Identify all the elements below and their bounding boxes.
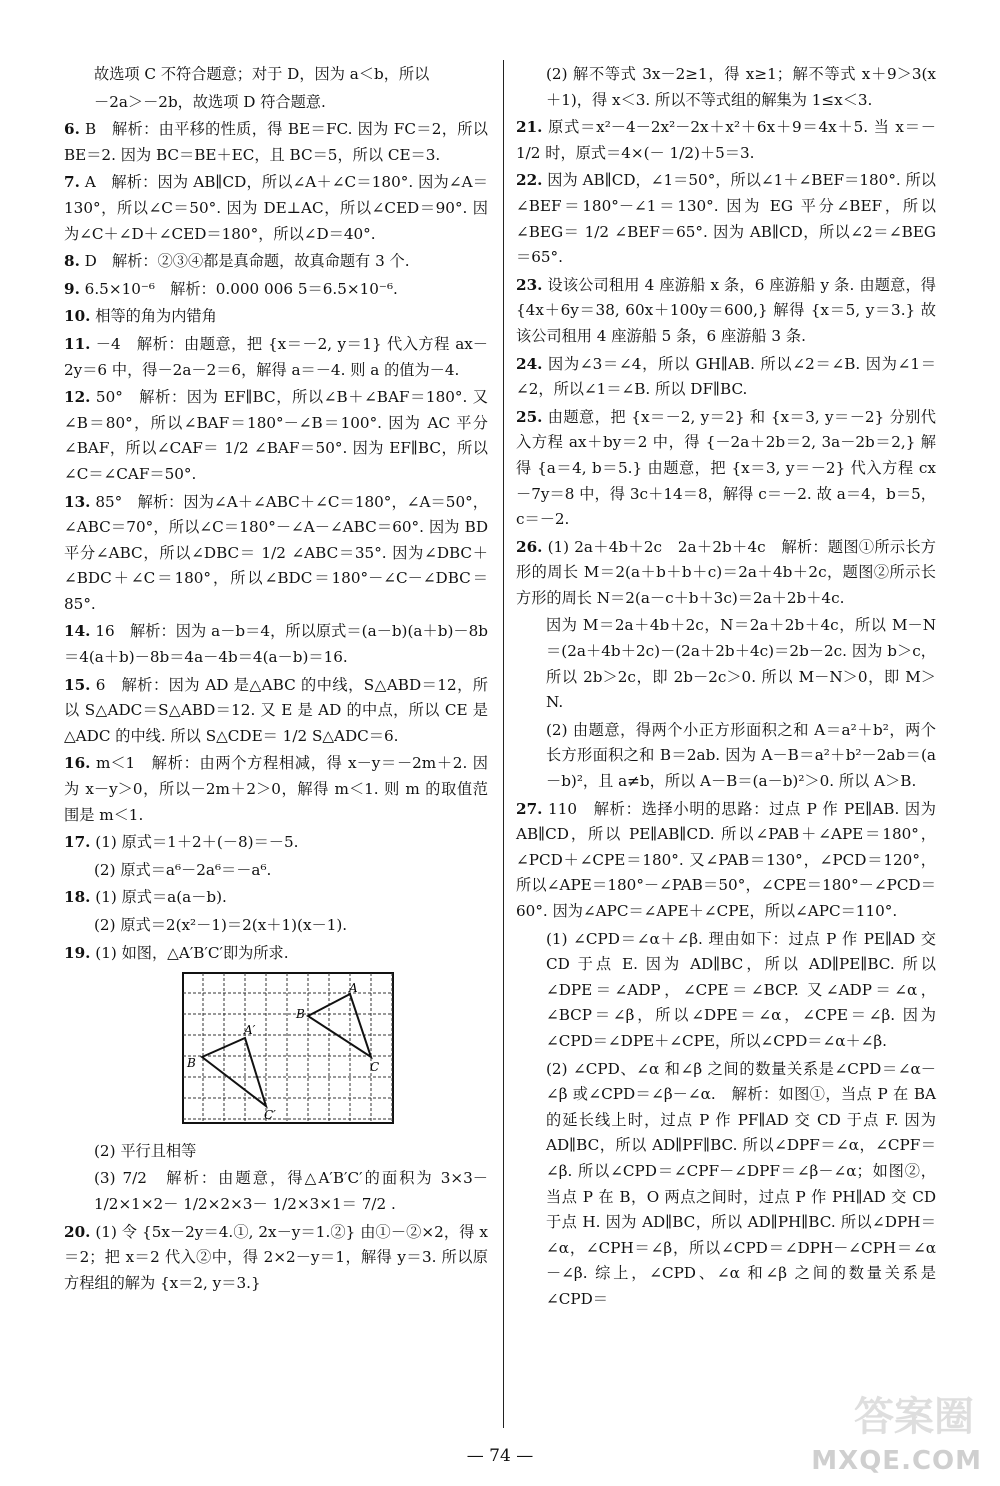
left-paragraph [64,885,488,911]
left-paragraph [64,490,493,618]
right-paragraph [516,718,936,795]
question-number: 20. [64,1222,91,1241]
left-paragraph [64,1166,493,1217]
left-paragraph [64,1139,488,1165]
label-A: A [349,981,358,996]
question-number: 11. [64,334,91,353]
answer-text: (2) 原式＝a⁶－2a⁶＝－a⁶. [94,860,272,879]
right-paragraph [516,352,936,403]
answer-text: A 解析：因为 AB∥CD，所以∠A＋∠C＝180°. 因为∠A＝130°，所以∠C＝50°. 因为 DE⊥AC，所以∠CED＝90°. 因为∠C＋∠D＋∠CED＝180°，所以∠D＝40°. [64,173,488,243]
answer-text: －4 解析：由题意，把 {x＝－2, y＝1} 代入方程 ax－2y＝6 中，得－2a－2＝6，解得 a＝－4. 则 a 的值为－4. [64,334,488,379]
answer-text: 6 解析：因为 AD 是△ABC 的中线，S△ABD＝12，所以 S△ADC＝S△ABD＝12. 又 E 是 AD 的中点，所以 CE 是△ADC 的中线. 所以 S△CDE＝ 1/2 S△ADC＝6. [64,675,488,745]
question-number: 12. [64,388,91,407]
left-paragraph [64,62,488,88]
question-number: 6. [64,120,80,139]
left-paragraph [64,117,493,168]
answer-text: 6.5×10⁻⁶ 解析：0.000 006 5＝6.5×10⁻⁶. [79,279,398,298]
left-column [64,62,493,1298]
right-paragraph [516,613,936,715]
answer-text: －2a＞－2b，故选项 D 符合题意. [94,92,326,111]
right-paragraph [516,168,936,270]
translation-grid [182,972,394,1124]
question-number: 10. [64,307,91,326]
question-number: 14. [64,622,91,641]
left-paragraph [64,941,488,967]
question-number: 25. [516,407,543,426]
left-paragraph [64,304,488,330]
question-number: 15. [64,675,91,694]
left-paragraph [64,249,488,275]
answer-text: 因为 AB∥CD，∠1＝50°，所以∠1＋∠BEF＝180°. 所以∠BEF＝180°－∠1＝130°. 因为 EG 平分∠BEF，所以∠BEG＝ 1/2 ∠BEF＝65°. 因为 AB∥CD，所以∠2＝∠BEG＝65°. [516,171,936,267]
answer-text: (1) ∠CPD＝∠α＋∠β. 理由如下：过点 P 作 PE∥AD 交 CD 于点 E. 因为 AD∥BC，所以 AD∥PE∥BC. 所以∠DPE＝∠ADP，∠CPE＝∠BCP. 又∠ADP＝∠α，∠BCP＝∠β，所以∠DPE＝∠α，∠CPE＝∠β. 因为∠CPD＝∠DPE＋∠CPE，所以∠CPD＝∠α＋∠β. [546,929,941,1050]
page-number: — 74 — [466,1446,534,1466]
left-paragraph [64,332,488,383]
right-paragraph [516,115,941,166]
question-number: 7. [64,173,80,192]
left-paragraph [64,170,488,247]
grid-figure [182,972,488,1133]
answer-text: (1) 原式＝1＋2＋(－8)＝－5. [90,833,299,852]
answer-text: (1) 2a＋4b＋2c 2a＋2b＋4c 解析：题图①所示长方形的周长 M＝2(a＋b＋b＋c)＝2a＋4b＋2c，题图②所示长方形的周长 N＝2(a－c＋b＋3c)＝2a＋2b＋4c. [516,537,936,607]
answer-text: 相等的角为内错角 [90,307,217,326]
answer-text: 原式＝x²－4－2x²－2x＋x²＋6x＋9＝4x＋5. 当 x＝－ 1/2 时，原式＝4×(－ 1/2)＋5＝3. [516,118,941,162]
answer-text: 85° 解析：因为∠A＋∠ABC＋∠C＝180°，∠A＝50°，∠ABC＝70°，所以∠C＝180°－∠A－∠ABC＝60°. 因为 BD 平分∠ABC，所以∠DBC＝ 1/2 ∠ABC＝35°. 因为∠DBC＋∠BDC＋∠C＝180°，所以∠BDC＝180°－∠C－∠DBC＝85°. [64,492,493,613]
answer-text: (1) 如图，△A′B′C′即为所求. [90,943,289,962]
question-number: 27. [516,799,543,818]
left-paragraph [64,751,488,828]
question-number: 26. [516,537,543,556]
label-C-prime: C′ [264,1108,276,1123]
label-B-prime: B [187,1056,196,1071]
left-paragraph [64,277,488,303]
answer-text: B 解析：由平移的性质，得 BE＝FC. 因为 FC＝2，所以 BE＝2. 因为 BC＝BE＋EC，且 BC＝5，所以 CE＝3. [64,120,493,164]
question-number: 23. [516,275,543,294]
left-paragraph [64,619,488,670]
triangle-image [202,1038,266,1106]
question-number: 18. [64,888,91,907]
right-paragraph [516,1057,941,1313]
answer-text: (3) 7/2 解析：由题意，得△A′B′C′的面积为 3×3－ 1/2×1×2－ 1/2×2×3－ 1/2×3×1＝ 7/2 . [94,1169,493,1213]
question-number: 22. [516,171,543,190]
answer-text: 50° 解析：因为 EF∥BC，所以∠B＋∠BAF＝180°. 又∠B＝80°，所以∠BAF＝180°－∠B＝100°. 因为 AC 平分∠BAF，所以∠CAF＝ 1/2 ∠BAF＝50°. 因为 EF∥BC，所以∠C＝∠CAF＝50°. [64,388,488,483]
right-paragraph [516,273,941,350]
watermark: MXQE.COM [811,1446,982,1476]
question-number: 17. [64,833,91,852]
question-number: 16. [64,754,91,773]
question-number: 21. [516,118,543,137]
answer-text: m＜1 解析：由两个方程相减，得 x－y＝－2m＋2. 因为 x－y＞0，所以－2m＋2＞0，解得 m＜1. 则 m 的取值范围是 m＜1. [64,754,488,824]
answer-text: 因为 M＝2a＋4b＋2c，N＝2a＋2b＋4c，所以 M－N＝(2a＋4b＋2c)－(2a＋2b＋4c)＝2b－2c. 因为 b＞c，所以 2b＞2c，即 2b－2c＞0. 所以 M－N＞0，即 M＞N. [546,616,936,712]
label-C: C [370,1060,380,1075]
question-number: 8. [64,252,80,271]
answer-text: 因为∠3＝∠4，所以 GH∥AB. 所以∠2＝∠B. 因为∠1＝∠2，所以∠1＝∠B. 所以 DF∥BC. [516,354,936,399]
right-paragraph [516,535,936,612]
left-paragraph [64,90,488,116]
answer-text: (1) 令 {5x－2y＝4.①, 2x－y＝1.②} 由①－②×2，得 x＝2；把 x＝2 代入②中，得 2×2－y＝1，解得 y＝3. 所以原方程组的解为 {x＝2, y＝3.} [64,1222,488,1292]
left-paragraph [64,830,488,856]
question-number: 19. [64,943,91,962]
answer-text: D 解析：②③④都是真命题，故真命题有 3 个. [79,252,410,271]
question-number: 24. [516,354,543,373]
question-number: 13. [64,492,91,511]
answer-text: (2) 由题意，得两个小正方形面积之和 A＝a²＋b²，两个长方形面积之和 B＝2ab. 因为 A－B＝a²＋b²－2ab＝(a－b)²，且 a≠b，所以 A－B＝(a－b)²＞0. 所以 A＞B. [546,720,936,791]
left-paragraph [64,913,488,939]
answer-text: (2) ∠CPD、∠α 和∠β 之间的数量关系是∠CPD＝∠α－∠β 或∠CPD＝∠β－∠α. 解析：如图①，当点 P 在 BA 的延长线上时，过点 P 作 PF∥AD 交 CD 于点 F. 因为 AD∥BC，所以 AD∥PF∥BC. 所以∠DPF＝∠α，∠CPF＝∠β. 所以∠CPD＝∠CPF－∠DPF＝∠β－∠α；如图②，当点 P 在 B，O 两点之间时，过点 P 作 PH∥AD 交 CD 于点 H. 因为 AD∥BC，所以 AD∥PH∥BC. 所以∠DPH＝∠α，∠CPH＝∠β，所以∠CPD＝∠DPH－∠CPH＝∠α－∠β. 综上，∠CPD、∠α 和∠β 之间的数量关系是∠CPD＝ [546,1059,941,1308]
watermark-logo: 答案圈 [854,1394,974,1440]
answer-text: (2) 平行且相等 [94,1141,197,1160]
answer-text: 设该公司租用 4 座游船 x 条，6 座游船 y 条. 由题意，得 {4x＋6y＝38, 60x＋100y＝600,} 解得 {x＝5, y＝3.} 故该公司租用 4 座游船 5 条，6 座游船 3 条. [516,275,941,345]
column-divider [503,60,504,1428]
answer-text: 由题意，把 {x＝－2, y＝2} 和 {x＝3, y＝－2} 分别代入方程 ax＋by＝2 中，得 {－2a＋2b＝2, 3a－2b＝2,} 解得 {a＝4, b＝5.} 由题意，把 {x＝3, y＝－2} 代入方程 cx－7y＝8 中，得 3c＋14＝8，解得 c＝－2. 故 a＝4，b＝5，c＝－2. [516,407,936,529]
left-paragraph [64,1220,488,1297]
left-paragraph [64,858,488,884]
label-B: B [296,1007,305,1022]
right-paragraph [516,62,936,113]
question-number: 9. [64,279,80,298]
right-column [516,62,941,1315]
label-A-prime: A′ [244,1023,256,1038]
answer-text: (2) 解不等式 3x－2≥1，得 x≥1；解不等式 x＋9＞3(x＋1)，得 x＜3. 所以不等式组的解集为 1≤x＜3. [546,65,936,109]
left-paragraph [64,385,488,487]
triangle-original [308,994,371,1057]
left-paragraph [64,673,488,750]
right-paragraph [516,405,936,533]
answer-text: 110 解析：选择小明的思路：过点 P 作 PE∥AB. 因为 AB∥CD，所以 PE∥AB∥CD. 所以∠PAB＋∠APE＝180°，∠PCD＋∠CPE＝180°. 又∠PAB＝130°，∠PCD＝120°，所以∠APE＝180°－∠PAB＝50°，∠CPE＝180°－∠PCD＝60°. 因为∠APC＝∠APE＋∠CPE，所以∠APC＝110°. [516,799,941,920]
answer-text: 故选项 C 不符合题意；对于 D，因为 a＜b，所以 [94,65,430,83]
answer-text: (1) 原式＝a(a－b). [90,888,227,907]
right-paragraph [516,797,941,925]
answer-text: (2) 原式＝2(x²－1)＝2(x＋1)(x－1). [94,916,348,934]
answer-text: 16 解析：因为 a－b＝4，所以原式＝(a－b)(a＋b)－8b＝4(a＋b)－8b＝4a－4b＝4(a－b)＝16. [64,622,488,667]
right-paragraph [516,927,941,1055]
